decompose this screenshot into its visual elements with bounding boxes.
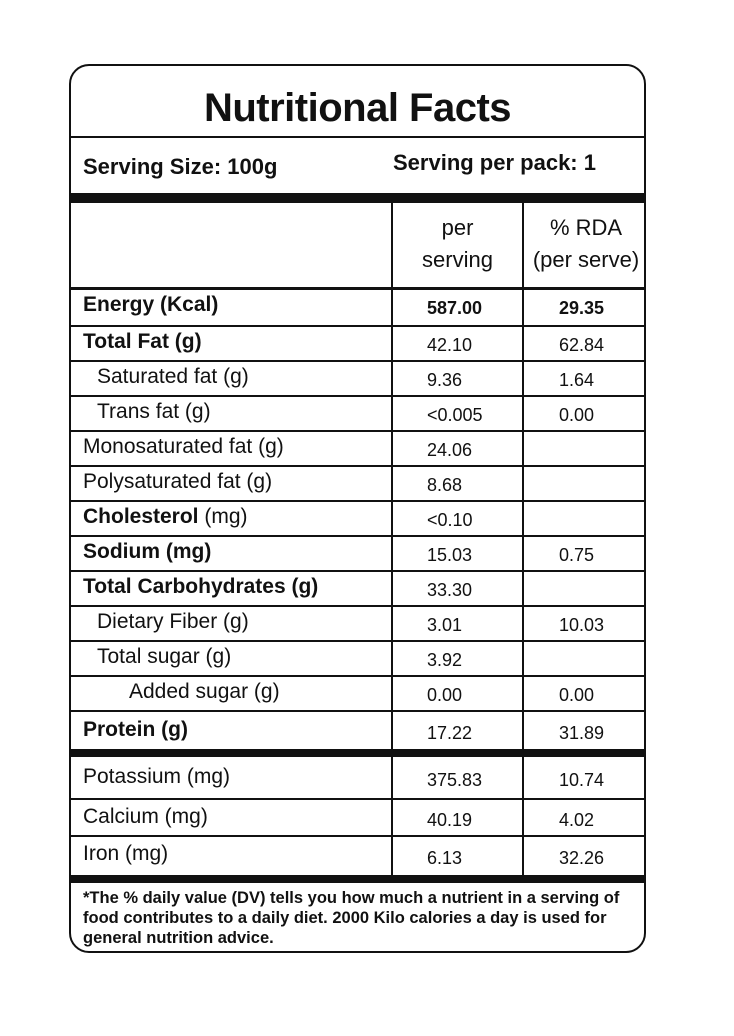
- nutrient-name: Dietary Fiber (g): [97, 610, 249, 633]
- per-serving-value: 9.36: [427, 370, 463, 390]
- table-row: [71, 607, 644, 641]
- nutrient-name: Polysaturated fat (g): [83, 470, 273, 493]
- thick-divider: [71, 193, 644, 203]
- per-serving-value: <0.10: [427, 510, 473, 530]
- per-serving-value: 0.00: [427, 685, 463, 705]
- nutrient-name: Energy (Kcal): [83, 293, 219, 316]
- per-serving-value: 40.19: [427, 810, 473, 830]
- table-row: [71, 432, 644, 466]
- serving-per-pack: Serving per pack: 1: [393, 150, 596, 175]
- table-row: [71, 362, 644, 396]
- per-serving-value: 3.92: [427, 650, 463, 670]
- per-serving-value: 6.13: [427, 848, 463, 868]
- nutrient-name: Protein (g): [83, 718, 188, 741]
- per-serving-value: 375.83: [427, 770, 483, 790]
- rda-header-line1: % RDA: [549, 215, 623, 240]
- nutrient-name: Total Fat (g): [83, 330, 202, 353]
- rda-header: [524, 212, 646, 276]
- nutrient-name: Total sugar (g): [97, 645, 232, 668]
- nutrient-name: Iron (mg): [83, 842, 169, 865]
- label-title: Nutritional Facts: [203, 86, 512, 130]
- per-serving-value: 33.30: [427, 580, 473, 600]
- per-serving-value: 42.10: [427, 335, 473, 355]
- rda-header-line2: (per serve): [532, 247, 640, 272]
- nutrient-name: Potassium (mg): [83, 765, 231, 788]
- thick-divider: [71, 875, 644, 883]
- rda-value: 4.02: [559, 810, 595, 830]
- table-row: [71, 467, 644, 501]
- table-row: [71, 677, 644, 711]
- nutrient-name: Calcium (mg): [83, 805, 208, 828]
- nutrition-label: [69, 64, 646, 953]
- thick-divider: [71, 749, 644, 757]
- table-row: [71, 537, 644, 571]
- nutrient-name: Trans fat (g): [97, 400, 211, 423]
- per-serving-value: 24.06: [427, 440, 473, 460]
- serving-size: Serving Size: 100g: [83, 154, 278, 179]
- rda-value: 62.84: [559, 335, 605, 355]
- nutrient-name: [83, 505, 248, 529]
- table-row: [71, 397, 644, 431]
- table-row: [71, 572, 644, 606]
- rda-value: 0.75: [559, 545, 595, 565]
- per-serving-header-line2: serving: [422, 247, 493, 272]
- table-row: [71, 502, 644, 536]
- rda-value: 29.35: [559, 298, 605, 318]
- rda-value: 10.74: [559, 770, 605, 790]
- table-row: [71, 642, 644, 676]
- table-row: [71, 327, 644, 361]
- per-serving-value: <0.005: [427, 405, 483, 425]
- nutrient-name-bold: Cholesterol: [83, 505, 199, 528]
- divider: [71, 136, 644, 138]
- nutrient-name: Monosaturated fat (g): [83, 435, 284, 458]
- table-row: [71, 837, 644, 875]
- nutrient-name: Total Carbohydrates (g): [83, 575, 319, 598]
- per-serving-value: 15.03: [427, 545, 473, 565]
- table-row: [71, 712, 644, 748]
- serving-info-row: [71, 150, 644, 190]
- rda-value: 32.26: [559, 848, 605, 868]
- per-serving-header-line1: per: [441, 215, 474, 240]
- rda-value: 10.03: [559, 615, 605, 635]
- rda-value: 0.00: [559, 405, 595, 425]
- rda-value: 31.89: [559, 723, 605, 743]
- nutrient-name: Saturated fat (g): [97, 365, 249, 388]
- per-serving-value: 8.68: [427, 475, 463, 495]
- per-serving-value: 587.00: [427, 298, 483, 318]
- table-row: [71, 290, 644, 324]
- table-row: [71, 800, 644, 836]
- rda-value: 0.00: [559, 685, 595, 705]
- per-serving-value: 17.22: [427, 723, 473, 743]
- rda-value: 1.64: [559, 370, 595, 390]
- nutrient-name: Sodium (mg): [83, 540, 212, 563]
- table-row: [71, 757, 644, 795]
- nutrient-name: Added sugar (g): [129, 680, 280, 703]
- nutrient-name-unit: (mg): [198, 505, 248, 528]
- per-serving-value: 3.01: [427, 615, 463, 635]
- per-serving-header: [393, 212, 522, 276]
- footnote: *The % daily value (DV) tells you how much a nutrient in a serving of food contributes to a daily diet. 2000 Kilo calories a day is used for general nutrition advice.: [83, 889, 620, 947]
